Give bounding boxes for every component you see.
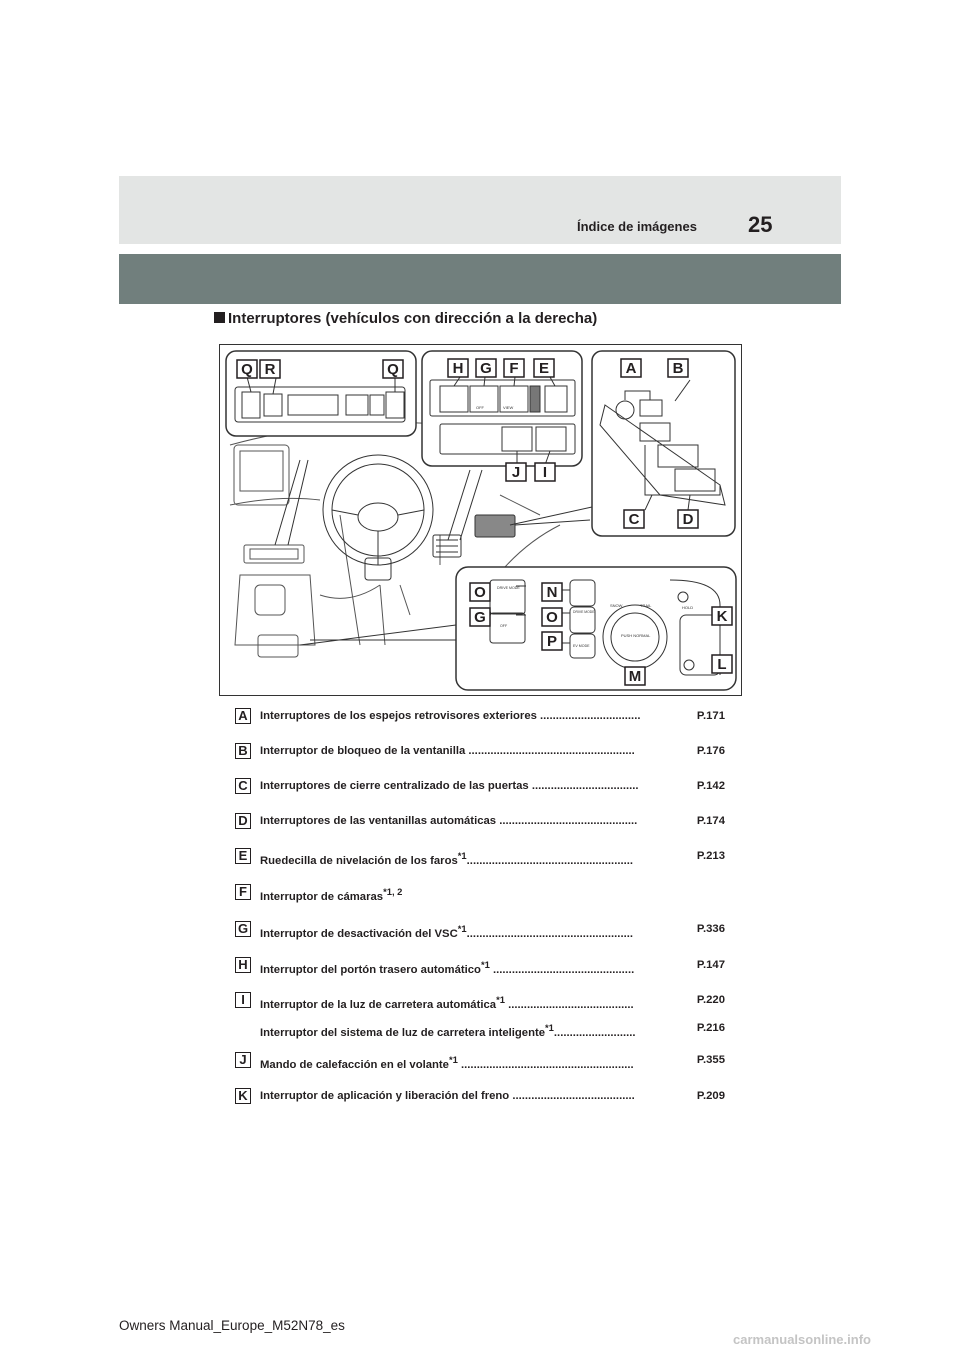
callout-l bbox=[712, 655, 732, 673]
svg-text:L: L bbox=[717, 656, 727, 673]
switch-illustration bbox=[219, 344, 742, 696]
item-letter-badge: F bbox=[235, 884, 251, 900]
item-letter-badge: H bbox=[235, 957, 251, 973]
list-item bbox=[235, 1052, 725, 1072]
svg-text:J: J bbox=[511, 464, 521, 481]
off-label-upper: OFF bbox=[476, 405, 484, 410]
item-description: Ruedecilla de nivelación de los faros$^{*1}$..................................................... bbox=[260, 850, 634, 867]
callout-b bbox=[668, 359, 688, 377]
trail-label: TRAIL bbox=[640, 603, 652, 608]
view-label: VIEW bbox=[503, 405, 514, 410]
callout-g-lower bbox=[470, 608, 490, 626]
page-reference-link[interactable]: P.176 bbox=[696, 745, 725, 757]
svg-text:G: G bbox=[480, 360, 492, 377]
item-description: Interruptores de las ventanillas automáticas ............................................ bbox=[260, 815, 638, 827]
svg-text:D: D bbox=[682, 511, 694, 528]
section-heading bbox=[214, 310, 597, 327]
item-letter-badge: I bbox=[235, 992, 251, 1008]
svg-text:R: R bbox=[264, 361, 276, 378]
snow-label: SNOW bbox=[610, 603, 623, 608]
page-number: 25 bbox=[748, 212, 773, 237]
list-item bbox=[235, 1088, 725, 1108]
svg-text:B: B bbox=[672, 360, 684, 377]
page-reference-link[interactable]: P.174 bbox=[696, 815, 725, 827]
svg-text:Q: Q bbox=[387, 361, 399, 378]
panel-door-switches bbox=[592, 351, 735, 536]
list-item bbox=[235, 921, 725, 941]
callout-g-upper bbox=[476, 359, 496, 377]
wheel-side-switches bbox=[433, 515, 590, 557]
item-description: Interruptores de cierre centralizado de las puertas .................................. bbox=[260, 780, 639, 792]
page-reference-link[interactable]: P.213 bbox=[696, 850, 725, 862]
svg-text:K: K bbox=[716, 608, 728, 625]
panel-instrument-switches bbox=[422, 351, 582, 466]
callout-p bbox=[542, 632, 562, 650]
page-reference-link[interactable]: P.171 bbox=[696, 710, 725, 722]
svg-text:H: H bbox=[452, 360, 464, 377]
page-reference-link[interactable]: P.220 bbox=[696, 994, 725, 1006]
list-item bbox=[235, 884, 725, 904]
callout-d bbox=[678, 510, 698, 528]
footer-text: Owners Manual_Europe_M52N78_es bbox=[119, 1318, 345, 1333]
callout-c bbox=[624, 510, 644, 528]
list-item bbox=[235, 848, 725, 868]
hold-label: HOLD bbox=[682, 605, 694, 610]
page-reference-link[interactable]: P.209 bbox=[696, 1090, 725, 1102]
svg-text:F: F bbox=[509, 360, 519, 377]
page-reference-link[interactable]: P.142 bbox=[696, 780, 725, 792]
ev-mode-label: EV MODE bbox=[573, 644, 590, 648]
item-letter-badge: B bbox=[235, 743, 251, 759]
callout-o-upper bbox=[470, 583, 490, 601]
list-item bbox=[235, 1020, 725, 1040]
item-letter-badge: C bbox=[235, 778, 251, 794]
item-description: Interruptor de cámaras$^{*1, 2}$ bbox=[260, 886, 403, 903]
header-title: Índice de imágenes bbox=[577, 219, 697, 234]
item-description: Interruptor de aplicación y liberación del freno ....................................... bbox=[260, 1090, 635, 1102]
callout-a bbox=[621, 359, 641, 377]
item-letter-badge: G bbox=[235, 921, 251, 937]
svg-text:Q: Q bbox=[241, 361, 253, 378]
drive-mode-label-right: DRIVE MODE bbox=[573, 610, 595, 614]
svg-text:O: O bbox=[546, 609, 558, 626]
list-item bbox=[235, 957, 725, 977]
callout-n bbox=[542, 583, 562, 601]
callout-e bbox=[534, 359, 554, 377]
item-description: Interruptor de desactivación del VSC$^{*1}$..................................................... bbox=[260, 923, 634, 940]
item-letter-badge: J bbox=[235, 1052, 251, 1068]
item-description: Interruptor de bloqueo de la ventanilla ..................................................... bbox=[260, 745, 635, 757]
panel-console-switches bbox=[456, 567, 736, 690]
header-band bbox=[119, 176, 841, 244]
item-letter-badge: A bbox=[235, 708, 251, 724]
steering-wheel bbox=[323, 455, 433, 580]
dashboard-drawing bbox=[220, 345, 741, 695]
page-reference-link[interactable]: P.216 bbox=[696, 1022, 725, 1034]
item-letter-badge: K bbox=[235, 1088, 251, 1104]
svg-text:I: I bbox=[542, 464, 548, 481]
svg-text:N: N bbox=[546, 584, 558, 601]
svg-text:O: O bbox=[474, 584, 486, 601]
callout-q-right bbox=[383, 360, 403, 378]
callout-f bbox=[504, 359, 524, 377]
list-item bbox=[235, 743, 725, 763]
list-item bbox=[235, 708, 725, 728]
list-item bbox=[235, 992, 725, 1012]
item-description: Interruptores de los espejos retrovisores exteriores ................................ bbox=[260, 710, 641, 722]
callout-k bbox=[712, 607, 732, 625]
list-item bbox=[235, 778, 725, 798]
section-title: Interruptores (vehículos con dirección a la derecha) bbox=[228, 310, 598, 327]
svg-text:A: A bbox=[625, 360, 637, 377]
callout-r bbox=[260, 360, 280, 378]
callout-h bbox=[448, 359, 468, 377]
item-description: Mando de calefacción en el volante$^{*1}$ ....................................................... bbox=[260, 1054, 634, 1071]
off-label-lower: OFF bbox=[500, 624, 508, 628]
callout-m bbox=[625, 667, 645, 685]
list-item bbox=[235, 813, 725, 833]
watermark: carmanualsonline.info bbox=[733, 1332, 871, 1347]
header-dark-band bbox=[119, 254, 841, 304]
svg-text:P: P bbox=[546, 633, 558, 650]
svg-text:M: M bbox=[628, 668, 642, 685]
item-description: Interruptor del sistema de luz de carretera inteligente$^{*1}$.......................... bbox=[260, 1022, 636, 1039]
callout-i bbox=[535, 463, 555, 481]
push-normal-label: PUSH NORMAL bbox=[621, 633, 651, 638]
item-description: Interruptor del portón trasero automático$^{*1}$ ............................................. bbox=[260, 959, 635, 976]
page-reference-link[interactable]: P.147 bbox=[696, 959, 725, 971]
item-description: Interruptor de la luz de carretera automática$^{*1}$ ........................................ bbox=[260, 994, 634, 1011]
callout-j bbox=[506, 463, 526, 481]
page-reference-link[interactable]: P.355 bbox=[696, 1054, 725, 1066]
callout-q-left bbox=[237, 360, 257, 378]
item-letter-badge: D bbox=[235, 813, 251, 829]
callout-o-lower bbox=[542, 608, 562, 626]
svg-text:E: E bbox=[538, 360, 550, 377]
item-letter-badge: E bbox=[235, 848, 251, 864]
svg-text:G: G bbox=[474, 609, 486, 626]
svg-text:C: C bbox=[628, 511, 640, 528]
square-bullet-icon bbox=[214, 312, 225, 323]
page-reference-link[interactable]: P.336 bbox=[696, 923, 725, 935]
drive-mode-label-left: DRIVE MODE bbox=[497, 586, 520, 590]
